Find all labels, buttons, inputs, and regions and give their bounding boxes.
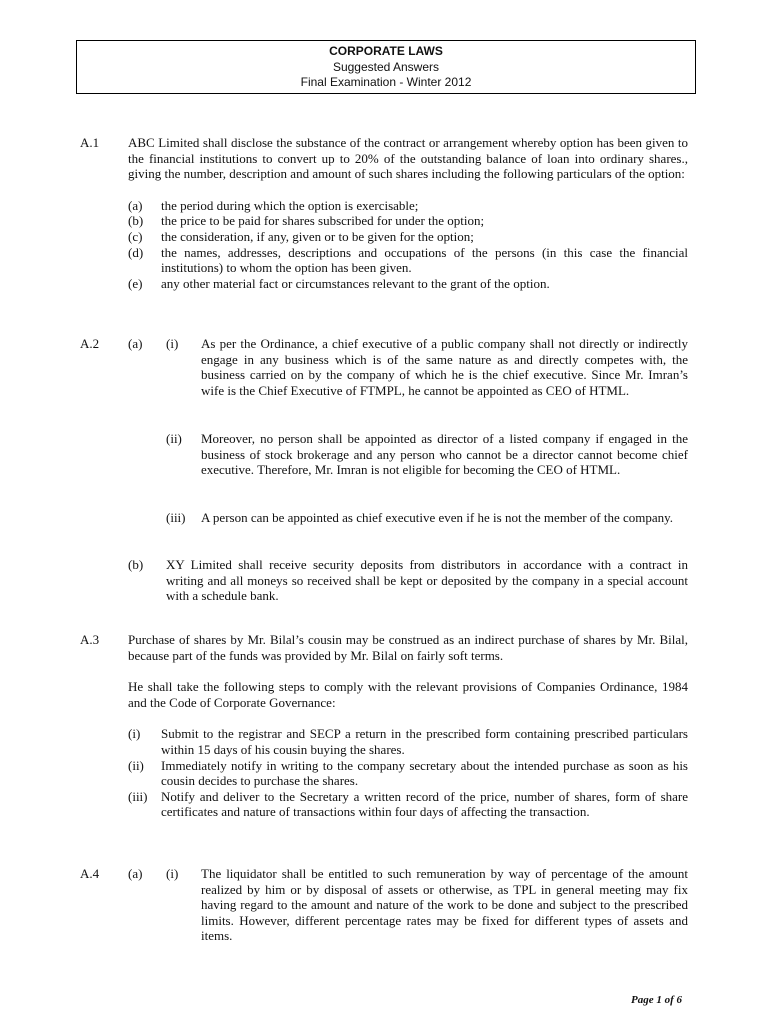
document-header (76, 40, 696, 94)
list-item: (d) the names, addresses, descriptions and occupations of the persons (in this case the financial institutions) to whom the option has been given. (128, 244, 688, 276)
answer-number: A.4 (80, 866, 100, 881)
list-item: (a) the period during which the option is exercisable; (128, 197, 419, 213)
list-item: (ii) Immediately notify in writing to the company secretary about the intended purchase as soon as his cousin decides to purchase the shares. (128, 757, 688, 789)
list-item: (iii) Notify and deliver to the Secretary a written record of the price, number of shares, form of share certificates and nature of transactions within four days of affecting the transaction. (128, 788, 688, 820)
answer-intro: ABC Limited shall disclose the substance of the contract or arrangement whereby option has been given to the financial institutions to convert up to 20% of the outstanding balance of loan into ordinary shares., giving the number, description and amount of such shares including the following particulars of the option: (128, 135, 688, 182)
subpart-label: (i) (166, 866, 179, 881)
subpart-label: (iii) (166, 510, 186, 525)
list-item: (b) the price to be paid for shares subscribed for under the option; (128, 213, 485, 229)
answer-number: A.2 (80, 336, 100, 351)
subpart-text: Moreover, no person shall be appointed as director of a listed company if engaged in the business of stock brokerage and any person who cannot be a director cannot become chief executive. Therefore, Mr. Imran is not eligible for becoming the CEO of HTML. (201, 431, 688, 478)
subpart-text: A person can be appointed as chief executive even if he is not the member of the company. (201, 510, 674, 525)
list-item: (e) any other material fact or circumstances relevant to the grant of the option. (128, 275, 550, 291)
exam-name: Final Examination - Winter 2012 (300, 75, 472, 89)
answer-paragraph: He shall take the following steps to comply with the relevant provisions of Companies Ordinance, 1984 and the Code of Corporate Governance: (128, 679, 688, 710)
answer-number: A.3 (80, 632, 100, 647)
part-label: (a) (128, 336, 143, 351)
subpart-label: (ii) (166, 431, 182, 446)
part-label: (b) (128, 557, 144, 572)
document-subtitle: Suggested Answers (332, 59, 440, 74)
page-number: Page 1 of 6 (630, 994, 682, 1006)
answer-paragraph: Purchase of shares by Mr. Bilal’s cousin may be construed as an indirect purchase of shares by Mr. Bilal, because part of the funds was provided by Mr. Bilal on fairly soft terms. (128, 632, 688, 663)
subpart-label: (i) (166, 336, 179, 351)
subpart-text: As per the Ordinance, a chief executive of a public company shall not directly or indirectly engage in any business which is of the same nature as and directly competes with, the business carried on by the company of which he is the chief executive. Since Mr. Imran’s wife is the Chief Executive of FTMPL, he cannot be appointed as CEO of HTML. (201, 336, 688, 398)
document-title: CORPORATE LAWS (329, 44, 443, 58)
part-text: XY Limited shall receive security deposits from distributors in accordance with a contract in writing and all moneys so received shall be kept or deposited by the company in a special account with a schedule bank. (166, 557, 688, 604)
subpart-text: The liquidator shall be entitled to such remuneration by way of percentage of the amount realized by him or by disposal of assets or otherwise, as TPL in general meeting may fix having regard to the amount and nature of the work to be done and subject to the prescribed limits. However, different percentage rates may be fixed for different types of assets and items. (201, 866, 688, 944)
answer-number: A.1 (80, 135, 100, 150)
list-item: (i) Submit to the registrar and SECP a return in the prescribed form containing prescribed particulars within 15 days of his cousin buying the shares. (128, 726, 688, 757)
part-label: (a) (128, 866, 143, 881)
list-item: (c) the consideration, if any, given or to be given for the option; (128, 228, 474, 244)
